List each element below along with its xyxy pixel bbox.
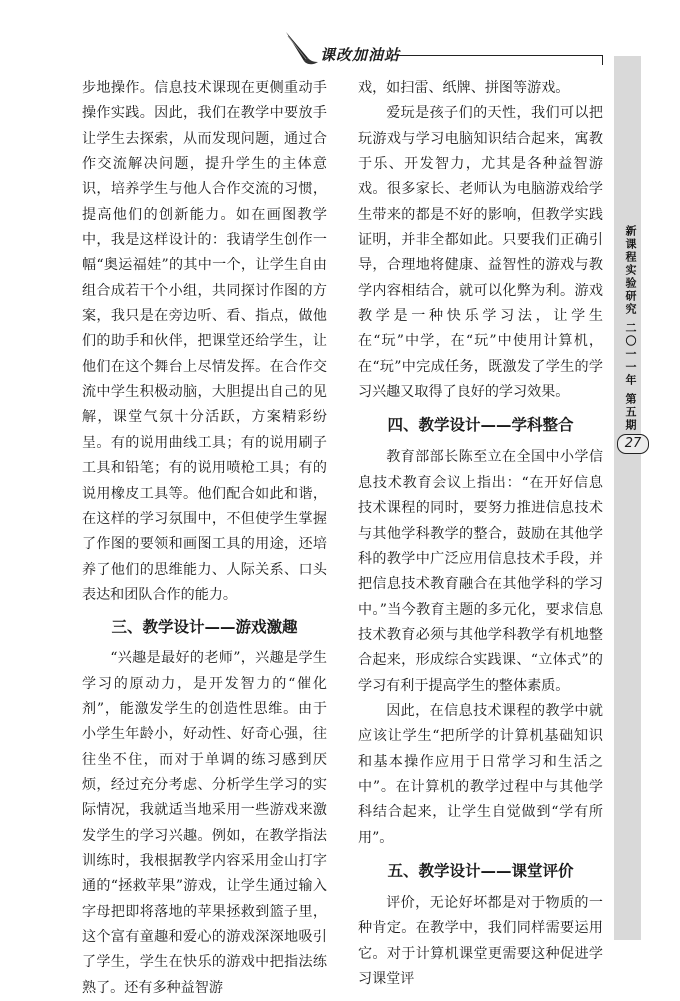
journal-sidebar [614,56,641,940]
paragraph: “兴趣是最好的老师”，兴趣是学生学习的原动力，是开发智力的“催化剂”，能激发学生的创造性思维。由于小学生年龄小，好动性、好奇心强，往往坐不住，而对于单调的练习感到厌烦，经过充分考虑、分析学生学习的实际情况，我就适当地采用一些游戏来激发学生的学习兴趣。例如，在教学指法训练时，我根据教学内容采用金山打字通的“拯救苹果”游戏，让学生通过输入字母把即将落地的苹果拯救到篮子里，这个富有童趣和爱心的游戏深深地吸引了学生，学生在快乐的游戏中把指法练熟了。还有多种益智游 [82,650,327,996]
paragraph: 戏，如扫雷、纸牌、拼图等游戏。 [358,80,570,96]
page-header [0,0,680,80]
right-column [358,76,603,992]
paragraph: 评价，无论好坏都是对于物质的一种肯定。在教学中，我们同样需要运用它。对于计算机课堂更需要这种促进学习课堂评 [358,894,603,987]
section-heading: 三、教学设计——游戏激趣 [111,618,298,637]
paragraph: 教育部部长陈至立在全国中小学信息技术教育会议上指出：“在开好信息技术课程的同时，要努力推进信息技术与其他学科教学的整合，鼓励在其他学科的教学中广泛应用信息技术手段，并把信息技术教育融合在其他学科的学习中。”当今教育主题的多元化，要求信息技术教育必须与其他学科教学有机地整合起来，形成综合实践课、“立体式”的学习有利于提高学生的整体素质。 [358,449,603,694]
paragraph: 因此，在信息技术课程的教学中就应该让学生“把所学的计算机基础知识和基本操作应用于日常学习和生活之中”。在计算机的教学过程中与其他学科结合起来，让学生自觉做到“学有所用”。 [358,702,603,846]
journal-label: 新课程实验研究 二〇一一年 第五期 [624,225,637,432]
section-heading: 四、教学设计——学科整合 [387,416,574,435]
section-heading: 五、教学设计——课堂评价 [387,861,574,880]
brush-pen-icon [282,28,320,68]
header-corner [602,55,603,65]
section-title: 课改加油站 [320,46,401,64]
left-column [82,76,327,1001]
page-number: 27 [617,434,649,454]
paragraph: 爱玩是孩子们的天性，我们可以把玩游戏与学习电脑知识结合起来，寓教于乐、开发智力，尤其是各种益智游戏。很多家长、老师认为电脑游戏给学生带来的都是不好的影响，但教学实践证明，并非全都如此。只要我们正确引导，合理地将健康、益智性的游戏与教学内容相结合，就可以化弊为利。游戏教学是一种快乐学习法，让学生在“玩”中学，在“玩”中使用计算机，在“玩”中完成任务，既激发了学生的学习兴趣又取得了良好的学习效果。 [358,105,603,401]
header-rule [398,55,603,56]
paragraph: 步地操作。信息技术课现在更侧重动手操作实践。因此，我们在教学中要放手让学生去探索，从而发现问题，通过合作交流解决问题，提升学生的主体意识，培养学生与他人合作交流的习惯，提高他们的创新能力。如在画图教学中，我是这样设计的：我请学生创作一幅“奥运福娃”的其中一个，让学生自由组合成若干个小组，共同探讨作图的方案，我只是在旁边听、看、指点，做他们的助手和伙伴，把课堂还给学生，让他们在这个舞台上尽情发挥。在合作交流中学生积极动脑，大胆提出自己的见解，课堂气氛十分活跃，方案精彩纷呈。有的说用曲线工具；有的说用刷子工具和铅笔；有的说用喷枪工具；有的说用橡皮工具等。他们配合如此和谐，在这样的学习氛围中，不但使学生掌握了作图的要领和画图工具的用途，还培养了他们的思维能力、人际关系、口头表达和团队合作的能力。 [82,80,327,603]
